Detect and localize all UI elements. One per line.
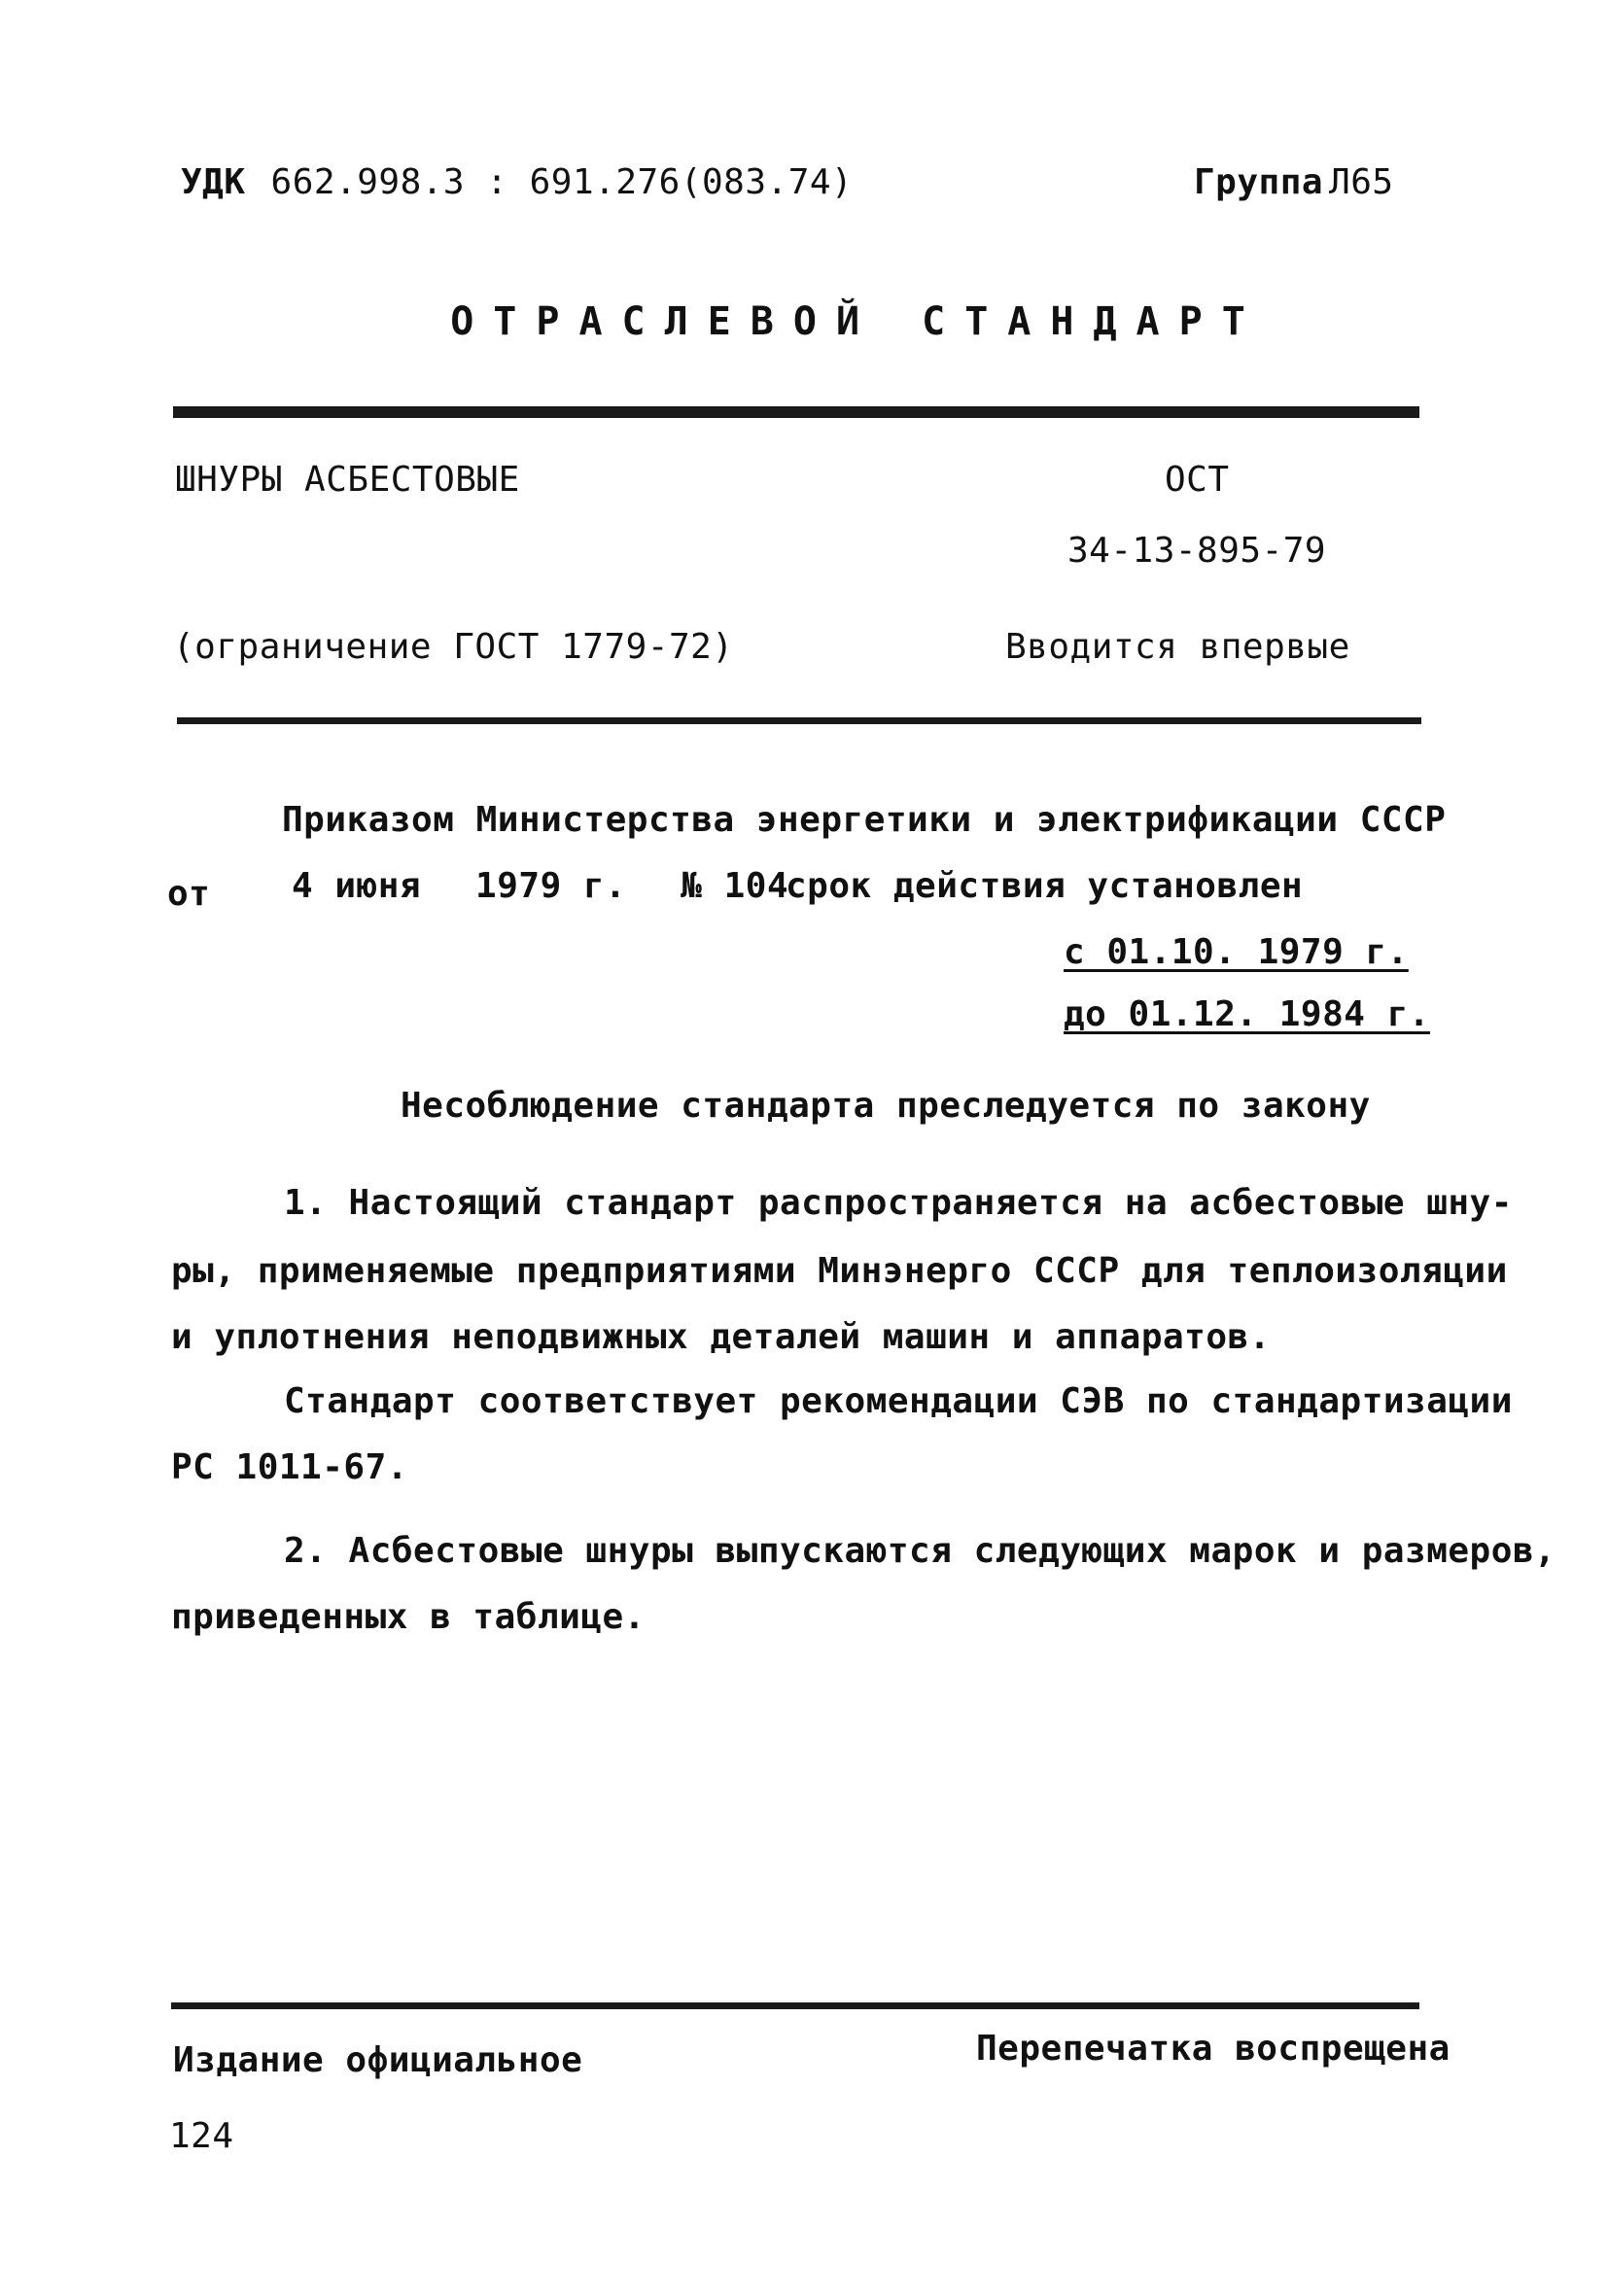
- group-label: Группа: [1194, 162, 1324, 202]
- paragraph-2-line-2: РС 1011-67.: [171, 1447, 408, 1487]
- footer-divider: [171, 2002, 1419, 2009]
- section-divider: [177, 717, 1421, 724]
- order-date-line: [292, 865, 788, 908]
- group-line: [1194, 161, 1394, 204]
- introduced-note: Вводится впервые: [1005, 627, 1350, 667]
- paragraph-2-line-1: Стандарт соответствует рекомендации СЭВ по стандартизации: [284, 1381, 1513, 1421]
- validity-label: срок действия установлен: [786, 866, 1304, 906]
- law-notice: Несоблюдение стандарта преследуется по закону: [401, 1086, 1371, 1126]
- header-divider: [173, 406, 1419, 418]
- order-authority: Приказом Министерства энергетики и электрификации СССР: [282, 800, 1447, 840]
- order-date: 4 июня: [292, 866, 422, 906]
- valid-from-date: с 01.10. 1979 г.: [1064, 932, 1409, 972]
- reprint-note: Перепечатка воспрещена: [976, 2029, 1451, 2069]
- paragraph-3-line-2: приведенных в таблице.: [171, 1597, 646, 1637]
- udc-label: УДК: [181, 162, 246, 202]
- restriction-note: (ограничение ГОСТ 1779-72): [173, 627, 734, 667]
- edition-note: Издание официальное: [173, 2040, 583, 2080]
- group-code: Л65: [1329, 162, 1394, 202]
- order-from: от: [167, 874, 211, 914]
- paragraph-3-line-1: 2. Асбестовые шнуры выпускаются следующих марок и размеров,: [284, 1531, 1556, 1571]
- order-year: 1979 г.: [475, 866, 627, 906]
- standard-subject: ШНУРЫ АСБЕСТОВЫЕ: [175, 460, 520, 500]
- ost-label: ОСТ: [1165, 460, 1230, 500]
- document-type-title: ОТРАСЛЕВОЙ СТАНДАРТ: [450, 299, 1265, 344]
- page-number: 124: [169, 2116, 234, 2156]
- valid-to-date: до 01.12. 1984 г.: [1064, 994, 1430, 1034]
- paragraph-1-line-1: 1. Настоящий стандарт распространяется на асбестовые шну-: [284, 1183, 1513, 1223]
- paragraph-1-line-2: ры, применяемые предприятиями Минэнерго СССР для теплоизоляции: [171, 1251, 1508, 1291]
- order-number: № 104: [681, 866, 789, 906]
- udc-line: [181, 161, 853, 204]
- paragraph-1-line-3: и уплотнения неподвижных деталей машин и аппаратов.: [171, 1317, 1271, 1357]
- udc-code: 662.998.3 : 691.276(083.74): [270, 162, 854, 202]
- ost-number: 34-13-895-79: [1067, 531, 1327, 571]
